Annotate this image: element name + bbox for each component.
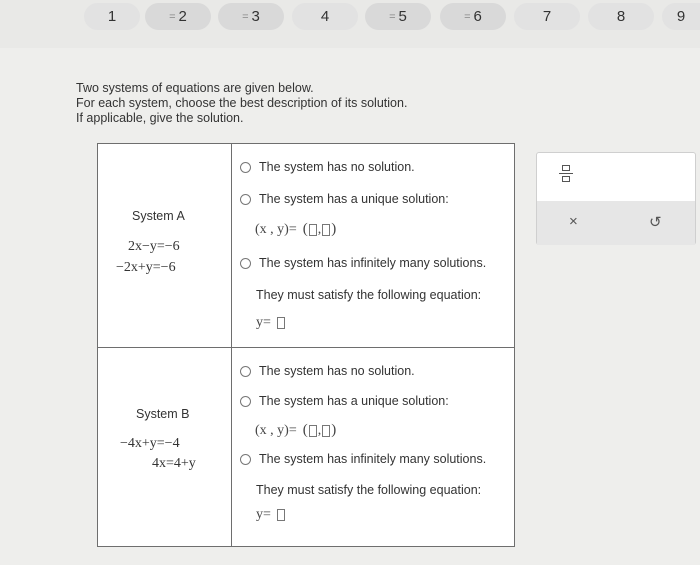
tab-label: 8 bbox=[616, 8, 626, 25]
question-tab-9[interactable] bbox=[662, 3, 700, 30]
intro-line-3: If applicable, give the solution. bbox=[76, 111, 244, 125]
systems-table bbox=[97, 143, 515, 547]
system-b-equation-2: 4x=4+y bbox=[152, 456, 196, 471]
done-mark-icon: = bbox=[464, 10, 470, 23]
option-label: The system has infinitely many solutions. bbox=[259, 256, 487, 270]
y-label: y= bbox=[256, 315, 271, 330]
tab-label: 6 bbox=[473, 8, 482, 25]
radio-icon[interactable] bbox=[240, 162, 251, 173]
question-tab-7[interactable] bbox=[514, 3, 580, 30]
y-label: y= bbox=[256, 507, 271, 522]
comma: , bbox=[317, 221, 322, 237]
question-nav-bar bbox=[0, 0, 700, 48]
system-b-y-equation bbox=[256, 507, 286, 523]
system-b-option-no-solution[interactable] bbox=[240, 364, 415, 378]
option-label: The system has infinitely many solutions. bbox=[259, 452, 487, 466]
paren-close: ) bbox=[331, 422, 337, 438]
system-b-must-satisfy: They must satisfy the following equation: bbox=[256, 483, 482, 497]
pair-label: (x , y)= bbox=[255, 422, 297, 438]
column-divider bbox=[231, 144, 232, 357]
system-a-pair-entry bbox=[255, 221, 336, 238]
tab-label: 5 bbox=[398, 8, 407, 25]
system-b-title: System B bbox=[136, 407, 190, 421]
system-a-option-no-solution[interactable] bbox=[240, 160, 415, 174]
column-divider bbox=[231, 357, 232, 547]
tab-label: 3 bbox=[251, 8, 260, 25]
system-a-option-infinite[interactable] bbox=[240, 256, 486, 270]
question-tab-6[interactable] bbox=[440, 3, 506, 30]
fraction-icon[interactable] bbox=[559, 165, 573, 182]
math-input-toolbar bbox=[536, 152, 696, 245]
radio-icon[interactable] bbox=[240, 396, 251, 407]
tab-label: 1 bbox=[107, 8, 117, 25]
intro-line-2: For each system, choose the best description of its solution. bbox=[76, 96, 408, 110]
system-a-equation-1: 2x−y=−6 bbox=[128, 239, 180, 254]
done-mark-icon: = bbox=[242, 10, 248, 23]
undo-icon[interactable]: ↺ bbox=[649, 214, 662, 231]
system-a-x-input[interactable] bbox=[309, 224, 317, 236]
intro-line-1: Two systems of equations are given below. bbox=[76, 81, 314, 95]
system-a-option-unique[interactable] bbox=[240, 192, 449, 206]
option-label: The system has no solution. bbox=[259, 364, 415, 378]
system-b-option-infinite[interactable] bbox=[240, 452, 486, 466]
clear-icon[interactable]: × bbox=[569, 213, 578, 230]
system-a-title: System A bbox=[132, 209, 185, 223]
question-tab-2[interactable] bbox=[145, 3, 211, 30]
question-tab-3[interactable] bbox=[218, 3, 284, 30]
question-instructions bbox=[76, 81, 407, 126]
paren-open: ( bbox=[302, 221, 308, 237]
system-a-y-equation bbox=[256, 315, 286, 331]
comma: , bbox=[317, 422, 322, 438]
row-divider bbox=[98, 347, 514, 348]
radio-icon[interactable] bbox=[240, 366, 251, 377]
paren-close: ) bbox=[331, 221, 337, 237]
question-tab-4[interactable] bbox=[292, 3, 358, 30]
option-label: The system has a unique solution: bbox=[259, 192, 449, 206]
question-tab-5[interactable] bbox=[365, 3, 431, 30]
system-a-y-expression-input[interactable] bbox=[277, 317, 285, 329]
system-a-must-satisfy: They must satisfy the following equation: bbox=[256, 288, 482, 302]
system-a-equation-2: −2x+y=−6 bbox=[116, 260, 176, 275]
system-b-y-input[interactable] bbox=[322, 425, 330, 437]
option-label: The system has no solution. bbox=[259, 160, 415, 174]
system-b-equation-1: −4x+y=−4 bbox=[120, 436, 180, 451]
question-tab-1[interactable] bbox=[84, 3, 140, 30]
toolbar-actions bbox=[537, 201, 695, 245]
system-b-y-expression-input[interactable] bbox=[277, 509, 285, 521]
paren-open: ( bbox=[302, 422, 308, 438]
tab-label: 9 bbox=[676, 8, 686, 25]
system-b-x-input[interactable] bbox=[309, 425, 317, 437]
tab-label: 2 bbox=[178, 8, 187, 25]
pair-label: (x , y)= bbox=[255, 221, 297, 237]
system-b-option-unique[interactable] bbox=[240, 394, 449, 408]
system-a-y-input[interactable] bbox=[322, 224, 330, 236]
tab-label: 7 bbox=[542, 8, 552, 25]
tab-label: 4 bbox=[320, 8, 330, 25]
system-b-pair-entry bbox=[255, 422, 336, 439]
option-label: The system has a unique solution: bbox=[259, 394, 449, 408]
radio-icon[interactable] bbox=[240, 258, 251, 269]
done-mark-icon: = bbox=[389, 10, 395, 23]
done-mark-icon: = bbox=[169, 10, 175, 23]
radio-icon[interactable] bbox=[240, 194, 251, 205]
question-tab-8[interactable] bbox=[588, 3, 654, 30]
radio-icon[interactable] bbox=[240, 454, 251, 465]
